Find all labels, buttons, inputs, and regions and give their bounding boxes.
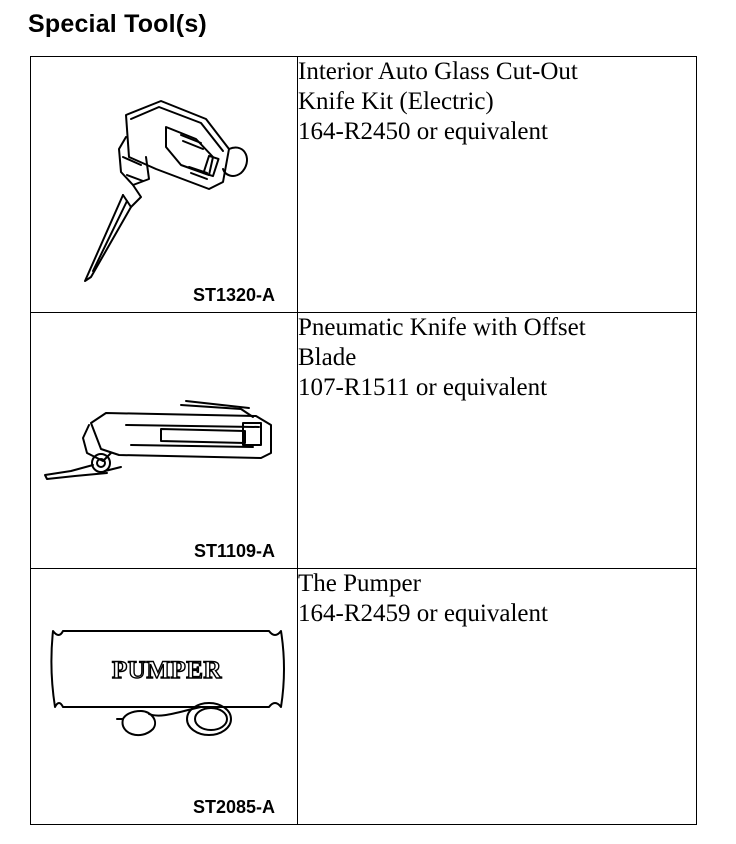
tool-part-number: 164-R2450 or equivalent xyxy=(298,118,548,145)
tool-row xyxy=(31,57,697,313)
tool-image-cell xyxy=(31,569,298,825)
tool-code: ST2085-A xyxy=(192,797,275,817)
tool-name-line-1: Pneumatic Knife with Offset xyxy=(298,314,586,341)
tool-row xyxy=(31,313,697,569)
tool-name-line-2: Knife Kit (Electric) xyxy=(298,88,494,115)
tool-image-cell xyxy=(31,57,298,313)
tool-part-number: 107-R1511 or equivalent xyxy=(298,374,548,401)
tool-name-line-1: The Pumper xyxy=(298,570,421,597)
tool-code: ST1109-A xyxy=(193,541,275,561)
tool-name-line-1: Interior Auto Glass Cut-Out xyxy=(298,58,578,85)
tool-row xyxy=(31,569,697,825)
pumper-label: PUMPER xyxy=(112,657,222,684)
special-tools-table xyxy=(30,56,697,825)
tool-image-cell xyxy=(31,313,298,569)
tool-description-cell xyxy=(298,57,697,313)
tool-name-line-2: Blade xyxy=(298,344,357,371)
pumper-icon xyxy=(31,569,297,824)
electric-knife-icon xyxy=(31,57,297,312)
tool-part-number: 164-R2459 or equivalent xyxy=(298,600,548,627)
tool-code: ST1320-A xyxy=(192,285,275,305)
tool-description-cell xyxy=(298,569,697,825)
tool-description-cell xyxy=(298,313,697,569)
page-title: Special Tool(s) xyxy=(28,10,207,38)
pneumatic-knife-icon xyxy=(31,313,297,568)
